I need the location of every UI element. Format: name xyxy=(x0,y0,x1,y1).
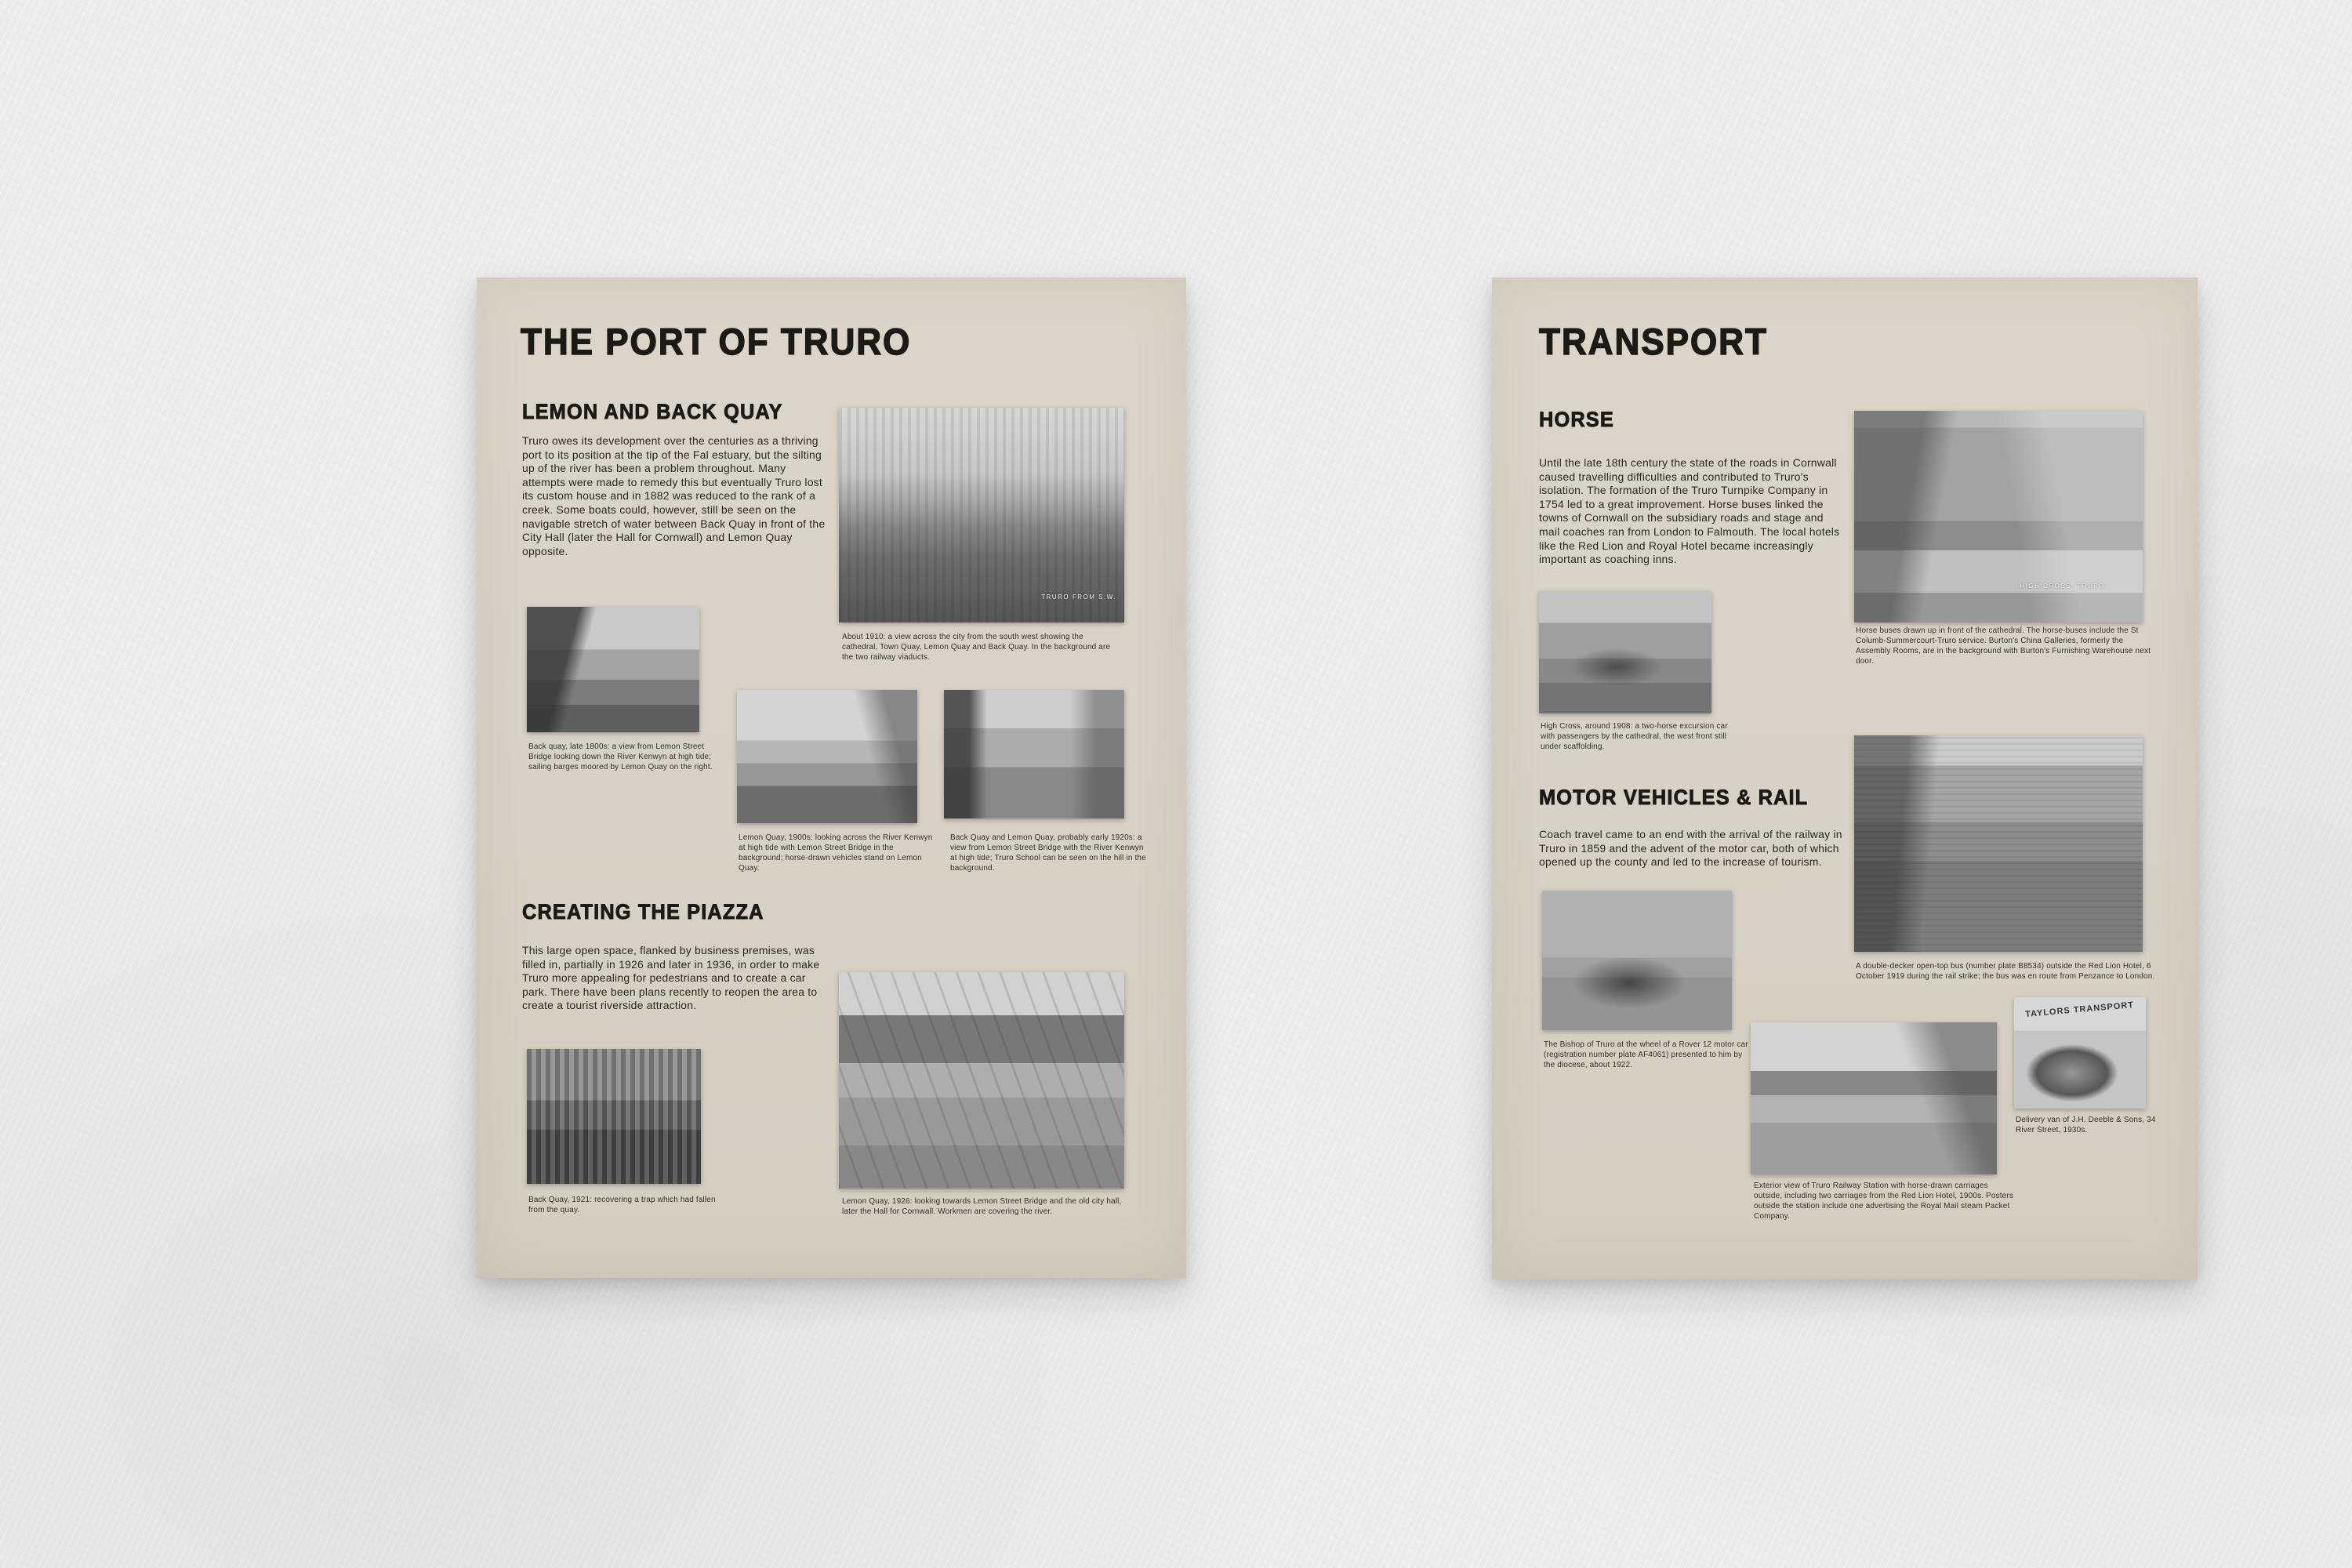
caption-panorama-1910: About 1910: a view across the city from the south west showing the cathedral, Town Quay, Lemon Quay and Back Quay. In the background are the two railway viaducts. xyxy=(842,633,1111,662)
caption-back-quay-trap-1921: Back Quay, 1921: recovering a trap which had fallen from the quay. xyxy=(528,1196,716,1214)
section-heading-creating-the-piazza: CREATING THE PIAZZA xyxy=(522,900,764,924)
section-heading-lemon-and-back-quay: LEMON AND BACK QUAY xyxy=(522,400,783,423)
photo-truro-railway-station xyxy=(1751,1022,1997,1174)
photo-panorama-1910 xyxy=(839,408,1124,622)
section-body-motor-vehicles-rail: Coach travel came to an end with the arrival of the railway in Truro in 1859 and the advent of the motor car, both of which opened up the county and led to the increase of tourism. xyxy=(1539,828,1842,869)
caption-back-quay-barges: Back quay, late 1800s: a view from Lemon Street Bridge looking down the River Kenwyn at high tide; sailing barges moored by Lemon Quay on the right. xyxy=(528,742,713,771)
caption-bishop-rover-car: The Bishop of Truro at the wheel of a Rover 12 motor car (registration number plate AF4061) presented to him by the diocese, about 1922. xyxy=(1544,1040,1748,1069)
caption-cathedral-horse-buses: Horse buses drawn up in front of the cathedral. The horse-buses include the St Columb-Summercourt-Truro service. Burton's China Galleries, formerly the Assembly Rooms, are in the background with Burton's Furnishing Warehouse next door. xyxy=(1856,626,2151,666)
photo-red-lion-open-top-bus xyxy=(1854,735,2143,952)
photo-overlay-text: TAYLORS TRANSPORT xyxy=(2024,1000,2135,1020)
caption-high-cross-excursion-car: High Cross, around 1908: a two-horse excursion car with passengers by the cathedral, the west front still under scaffolding. xyxy=(1541,722,1728,751)
photo-back-and-lemon-quay-1920s xyxy=(944,690,1124,818)
photo-overlay-text: TRURO FROM S.W. xyxy=(1041,593,1116,601)
photo-overlay-text: HIGH CROSS. TRURO. xyxy=(2020,583,2108,590)
photo-bishop-rover-car xyxy=(1542,891,1732,1030)
poster-title: TRANSPORT xyxy=(1539,321,1768,362)
photo-lemon-quay-1900s xyxy=(737,690,917,823)
caption-lemon-quay-construction-1926: Lemon Quay, 1926: looking towards Lemon Street Bridge and the old city hall, later the Hall for Cornwall. Workmen are covering the river. xyxy=(842,1197,1122,1216)
caption-lemon-quay-1900s: Lemon Quay, 1900s: looking across the River Kenwyn at high tide with Lemon Street Bridge in the background; horse-drawn vehicles stand on Lemon Quay. xyxy=(739,833,933,873)
poster-transport xyxy=(1492,278,2198,1279)
photo-back-quay-barges xyxy=(527,607,699,732)
section-body-horse: Until the late 18th century the state of the roads in Cornwall caused travelling difficulties and contributed to Truro's isolation. The formation of the Truro Turnpike Company in 1754 led to a great improvement. Horse buses linked the towns of Cornwall on the subsidiary roads and stage and mail coaches ran from London to Falmouth. The local hotels like the Red Lion and Royal Hotel became increasingly important as coaching inns. xyxy=(1539,456,1840,566)
photo-taylors-transport-van xyxy=(2014,997,2146,1109)
poster-title: THE PORT OF TRURO xyxy=(521,321,912,362)
photo-back-quay-trap-1921 xyxy=(527,1049,701,1184)
caption-truro-railway-station: Exterior view of Truro Railway Station with horse-drawn carriages outside, including two carriages from the Red Lion Hotel, 1900s. Posters outside the station include one advertising the Royal Mail steam Packet Company. xyxy=(1754,1181,2013,1221)
poster-port-of-truro xyxy=(477,278,1186,1278)
photo-high-cross-excursion-car xyxy=(1539,591,1711,713)
photo-cathedral-horse-buses xyxy=(1854,411,2143,622)
section-heading-horse: HORSE xyxy=(1539,408,1614,431)
caption-back-and-lemon-quay-1920s: Back Quay and Lemon Quay, probably early 1920s: a view from Lemon Street Bridge with the River Kenwyn at high tide; Truro School can be seen on the hill in the background. xyxy=(950,833,1146,873)
caption-red-lion-open-top-bus: A double-decker open-top bus (number plate B8534) outside the Red Lion Hotel, 6 October 1919 during the rail strike; the bus was en route from Penzance to London. xyxy=(1856,962,2155,981)
photo-lemon-quay-construction-1926 xyxy=(839,972,1124,1189)
section-heading-motor-vehicles-rail: MOTOR VEHICLES & RAIL xyxy=(1539,786,1809,809)
section-body-lemon-and-back-quay: Truro owes its development over the centuries as a thriving port to its position at the tip of the Fal estuary, but the silting up of the river has been a problem throughout. Many attempts were made to remedy this but eventually Truro lost its custom house and in 1882 was reduced to the rank of a creek. Some boats could, however, still be seen on the navigable stretch of water between Back Quay in front of the City Hall (later the Hall for Cornwall) and Lemon Quay opposite. xyxy=(522,434,826,557)
section-body-creating-the-piazza: This large open space, flanked by business premises, was filled in, partially in 1926 and later in 1936, in order to make Truro more appealing for pedestrians and to create a car park. There have been plans recently to reopen the area to create a tourist riverside attraction. xyxy=(522,944,820,1012)
caption-taylors-transport-van: Delivery van of J.H. Deeble & Sons, 34 River Street, 1930s. xyxy=(2016,1116,2156,1134)
